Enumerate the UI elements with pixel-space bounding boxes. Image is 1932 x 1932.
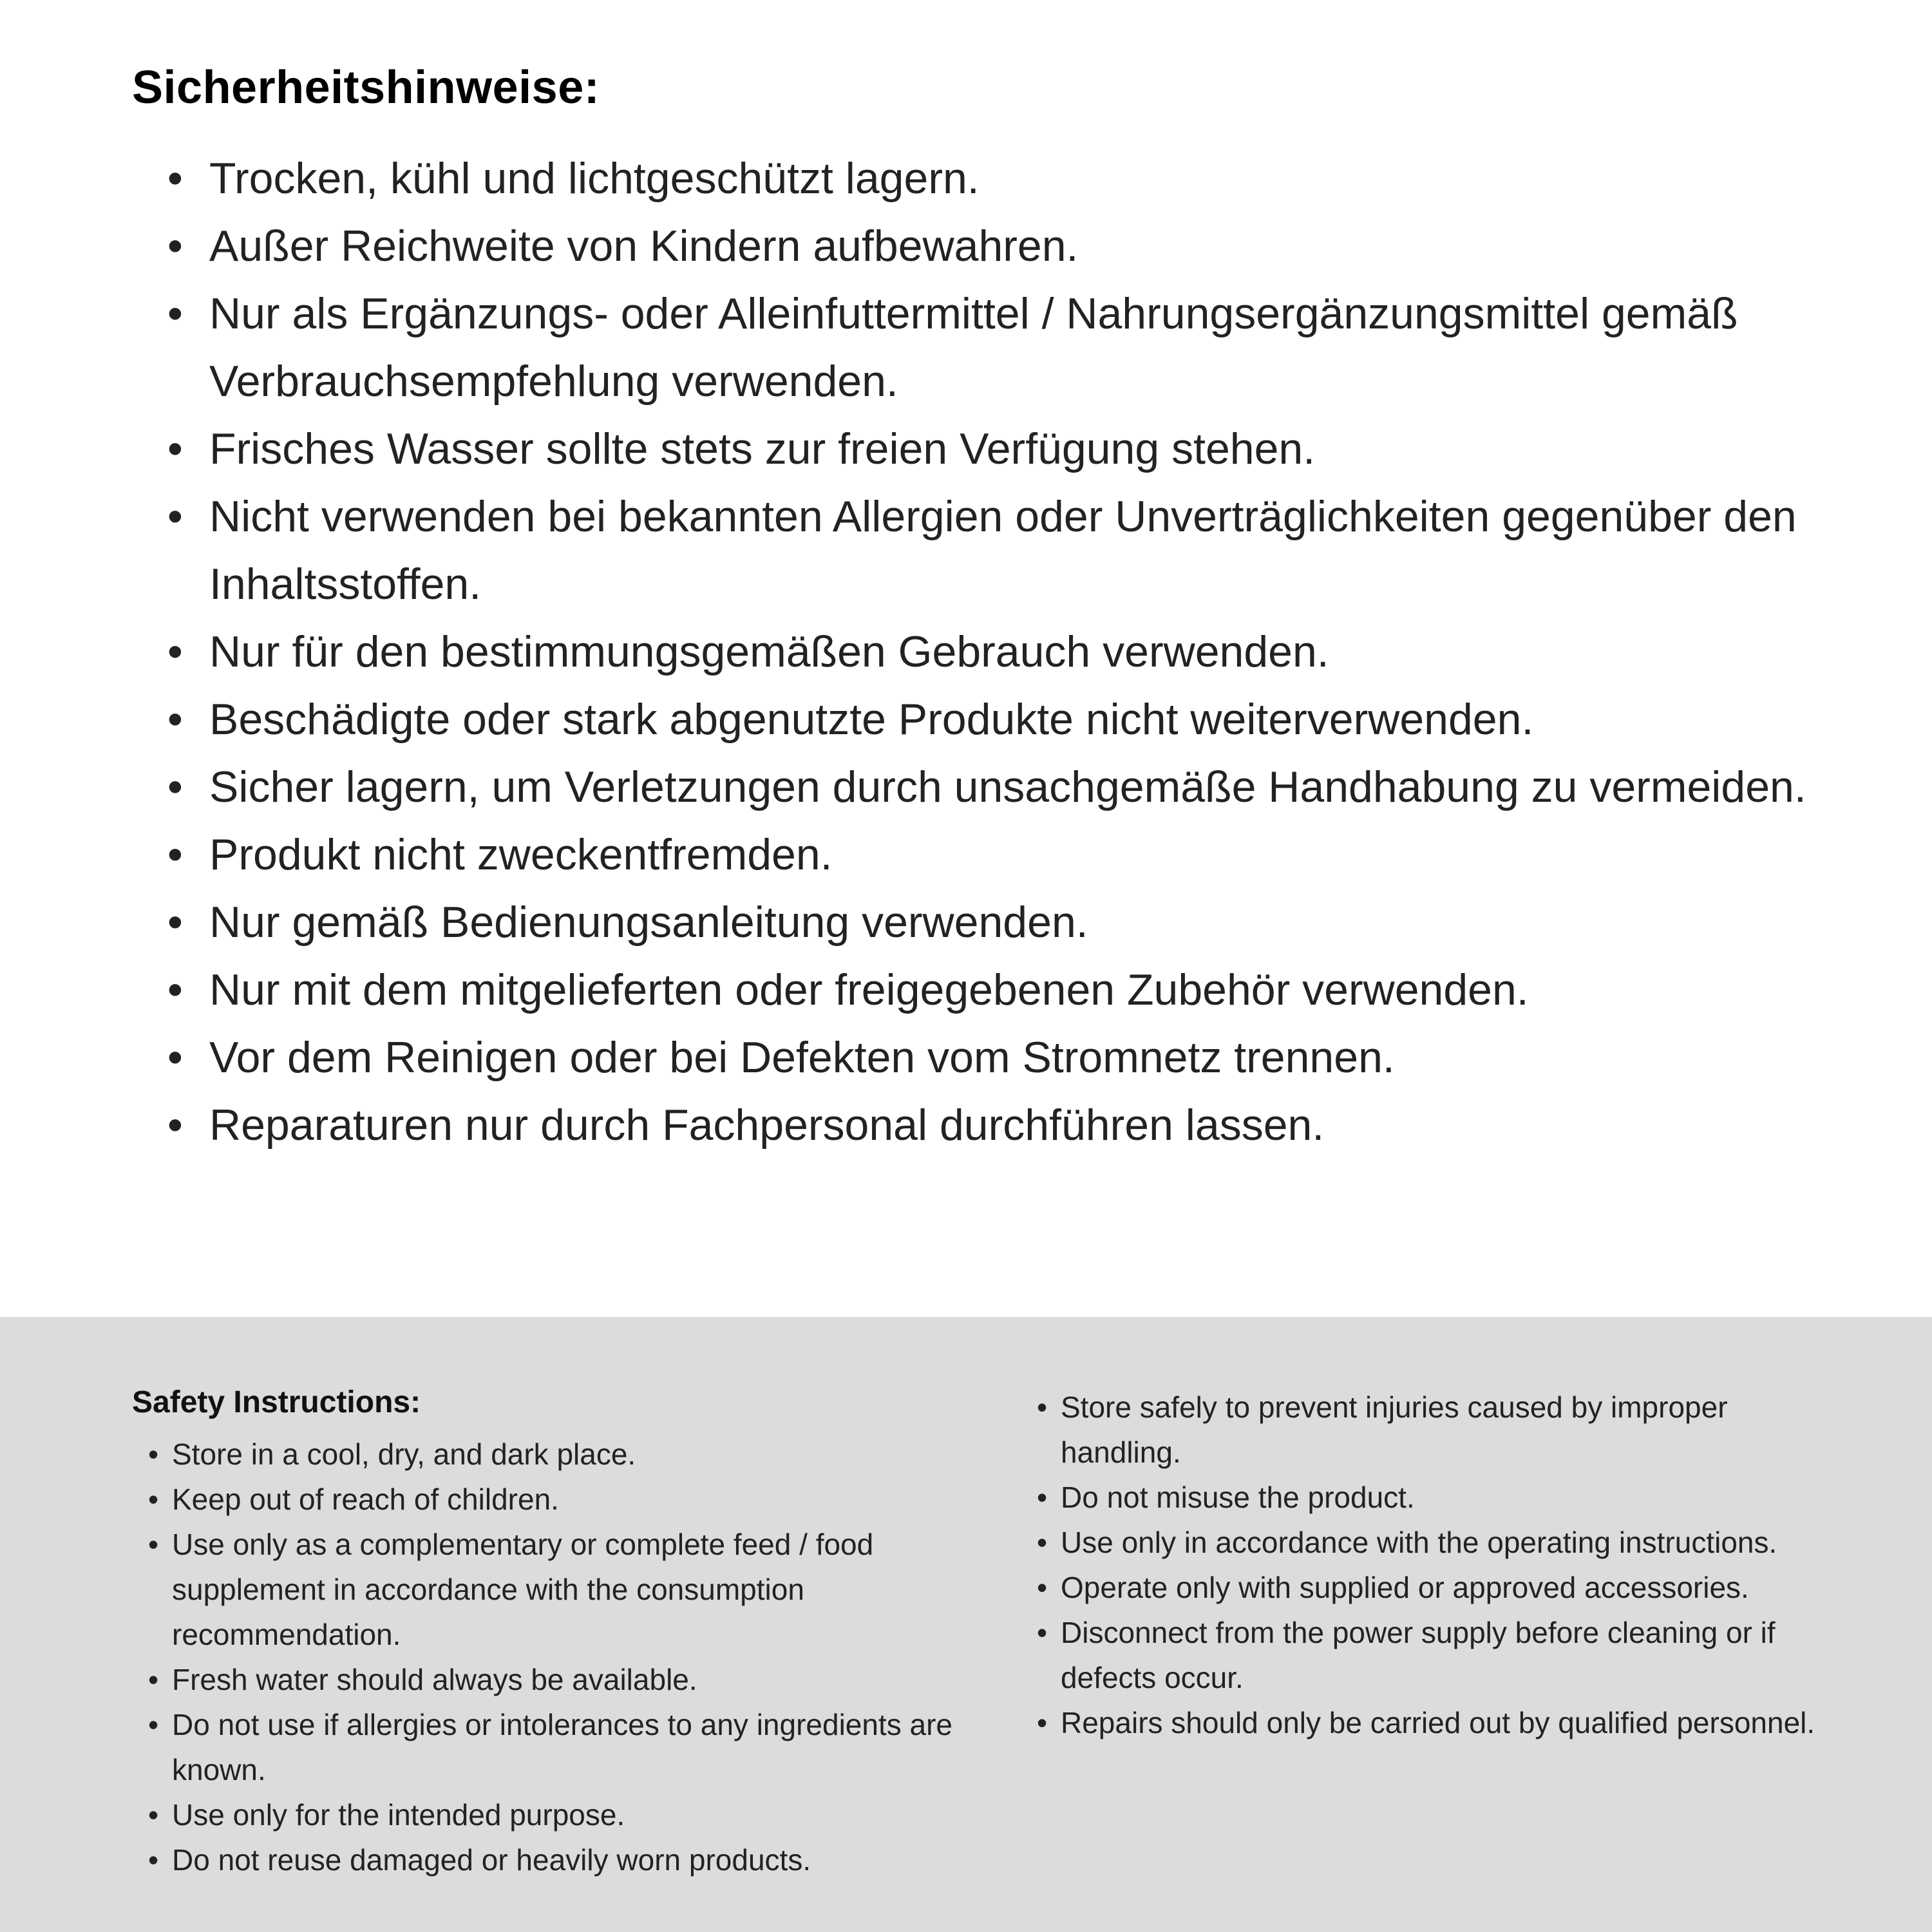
list-item: • Produkt nicht zweckentfremden.: [132, 821, 1806, 889]
list-item: • Nur als Ergänzungs- oder Alleinfuttermittel / Nahrungsergänzungsmittel gemäß Verbrauchsempfehlung verwenden.: [132, 280, 1806, 415]
list-item: • Sicher lagern, um Verletzungen durch unsachgemäße Handhabung zu vermeiden.: [132, 753, 1806, 821]
list-item: • Nur gemäß Bedienungsanleitung verwenden.: [132, 889, 1806, 956]
list-item: • Frisches Wasser sollte stets zur freien Verfügung stehen.: [132, 415, 1806, 483]
list-item: • Do not misuse the product.: [1021, 1475, 1829, 1520]
list-item: • Trocken, kühl und lichtgeschützt lagern.: [132, 145, 1806, 213]
list-item: • Keep out of reach of children.: [132, 1477, 969, 1522]
list-item: • Operate only with supplied or approved accessories.: [1021, 1565, 1829, 1610]
english-right-list: [1021, 1385, 1829, 1745]
list-item: • Repairs should only be carried out by qualified personnel.: [1021, 1700, 1829, 1745]
english-right-column: [1021, 1385, 1829, 1745]
list-item: • Nur mit dem mitgelieferten oder freigegebenen Zubehör verwenden.: [132, 956, 1806, 1024]
list-item: • Do not reuse damaged or heavily worn products.: [132, 1837, 969, 1882]
list-item: • Use only as a complementary or complete feed / food supplement in accordance with the consumption recommendation.: [132, 1522, 969, 1657]
list-item: • Außer Reichweite von Kindern aufbewahren.: [132, 213, 1806, 280]
list-item: • Disconnect from the power supply before cleaning or if defects occur.: [1021, 1610, 1829, 1700]
list-item: • Use only for the intended purpose.: [132, 1792, 969, 1837]
german-list: [132, 145, 1806, 1159]
list-item: • Nur für den bestimmungsgemäßen Gebrauch verwenden.: [132, 618, 1806, 686]
list-item: • Reparaturen nur durch Fachpersonal durchführen lassen.: [132, 1092, 1806, 1159]
list-item: • Nicht verwenden bei bekannten Allergien oder Unverträglichkeiten gegenüber den Inhaltsstoffen.: [132, 483, 1806, 618]
list-item: • Vor dem Reinigen oder bei Defekten vom Stromnetz trennen.: [132, 1024, 1806, 1092]
list-item: • Do not use if allergies or intolerances to any ingredients are known.: [132, 1702, 969, 1792]
english-title: Safety Instructions:: [132, 1385, 421, 1419]
english-section: [0, 1317, 1932, 1932]
list-item: • Fresh water should always be available.: [132, 1657, 969, 1702]
list-item: • Beschädigte oder stark abgenutzte Produkte nicht weiterverwenden.: [132, 686, 1806, 753]
german-title: Sicherheitshinweise:: [132, 62, 600, 113]
list-item: • Store in a cool, dry, and dark place.: [132, 1432, 969, 1477]
english-left-column: [132, 1385, 969, 1882]
list-item: • Use only in accordance with the operating instructions.: [1021, 1520, 1829, 1565]
list-item: • Store safely to prevent injuries caused by improper handling.: [1021, 1385, 1829, 1475]
english-left-list: [132, 1432, 969, 1882]
